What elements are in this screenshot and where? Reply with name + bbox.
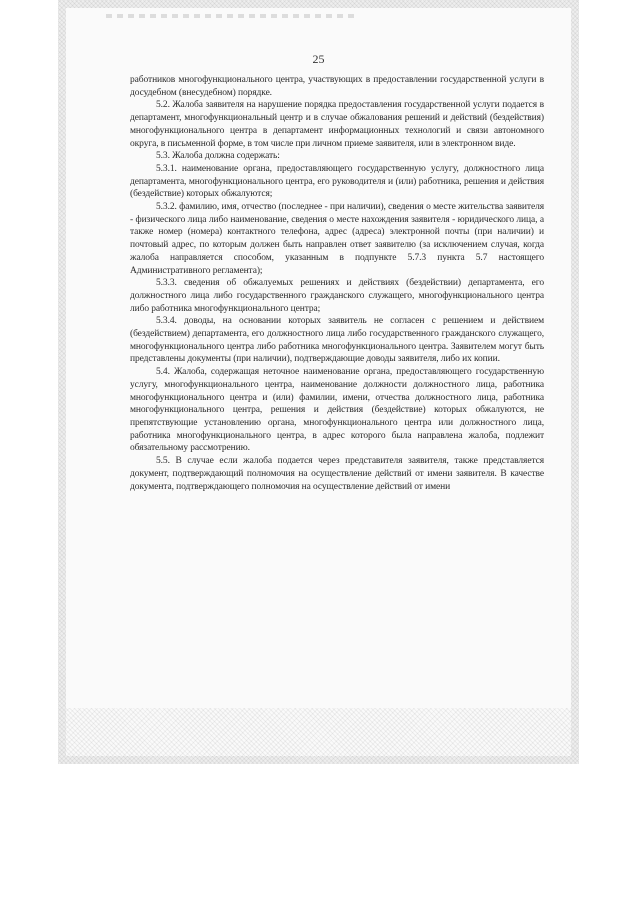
paragraph-5-3-4: 5.3.4. доводы, на основании которых заявитель не согласен с решением и действием (бездействием) департамента, его должностного лица либо государственного гражданского служащего, многофункционального центра либо работника многофункционального центра. Заявителем могут быть представлены документы (при наличии), подтверждающие доводы заявителя, либо их копии. [130,316,544,365]
paragraph-5-3-1: 5.3.1. наименование органа, предоставляющего государственную услугу, должностного лица департамента, многофункционального центра, его руководителя и (или) работника, решения и действия (бездействие) которых обжалуются; [130,163,544,200]
paragraph-5-3-3: 5.3.3. сведения об обжалуемых решениях и действиях (бездействии) департамента, его должностного лица либо государственного гражданского служащего, многофункционального центра либо работника многофункционального центра; [130,278,544,314]
paragraph-5-5: 5.5. В случае если жалоба подается через представителя заявителя, также представляется документ, подтверждающий полномочия на осуществление действий от имени заявителя. В качестве документа, подтверждающего полномочия на осуществление действий от имени [130,456,544,492]
scan-smudge [106,14,356,18]
paragraph-5-3: 5.3. Жалоба должна содержать: [156,151,280,162]
document-body [130,74,544,493]
page-number: 25 [312,52,325,66]
paragraph-continuation: работников многофункционального центра, участвующих в предоставлении государственной услуги в досудебном (внесудебном) порядке. [130,75,544,98]
scan-noise [66,708,571,756]
paragraph-5-4: 5.4. Жалоба, содержащая неточное наименование органа, предоставляющего государственную услугу, многофункционального центра, наименование должности должностного лица, работника многофункционального центра и (или) фамилии, имени, отчества должностного лица, работника многофункционального центра, решения и действия (бездействие) которых обжалуются, не препятствующие установлению органа, многофункционального центра или должностного лица, работника многофункционального центра, в адрес которого была направлена жалоба, подлежит обязательному рассмотрению. [130,367,544,454]
document-page [66,8,571,756]
paragraph-5-3-2: 5.3.2. фамилию, имя, отчество (последнее - при наличии), сведения о месте жительства заявителя - физического лица либо наименование, сведения о месте нахождения заявителя - юридического лица, а также номер (номера) контактного телефона, адрес (адреса) электронной почты (при наличии) и почтовый адрес, по которым должен быть направлен ответ заявителю (за исключением случая, когда жалоба направляется способом, указанным в подпункте 5.7.3 пункта 5.7 настоящего Административного регламента); [130,202,544,276]
paragraph-5-2: 5.2. Жалоба заявителя на нарушение порядка предоставления государственной услуги подается в департамент, многофункциональный центр и в случае обжалования решений и действий (бездействия) многофункционального центра в департамент информационных технологий и связи автономного округа, в письменной форме, в том числе при личном приеме заявителя, или в электронном виде. [130,100,544,149]
